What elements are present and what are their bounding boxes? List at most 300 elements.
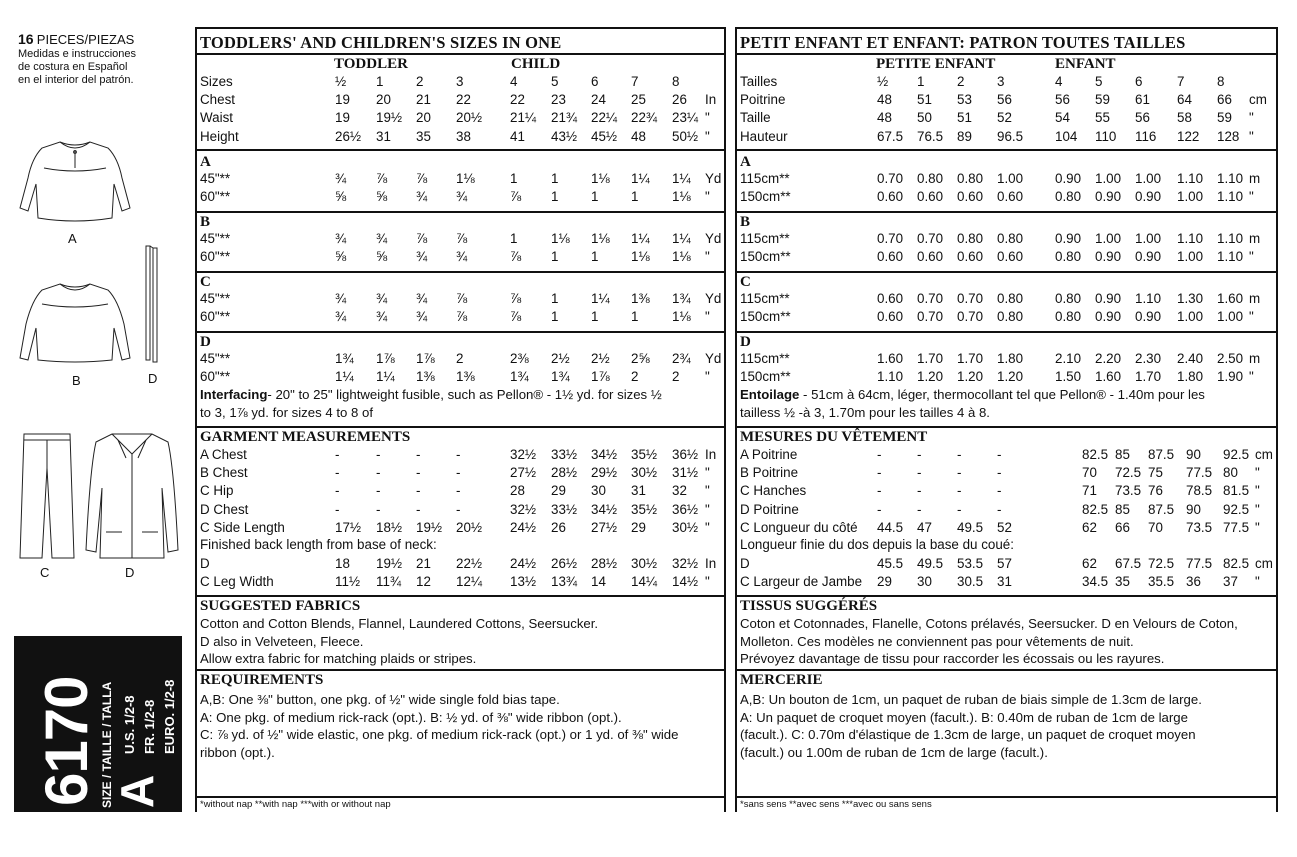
fr-yardage-cell: m bbox=[1249, 171, 1261, 186]
fr-garment-cell: - bbox=[917, 483, 922, 499]
fr-garment-row-label: C Longueur du côté bbox=[740, 519, 858, 535]
en-garment-cell: " bbox=[705, 501, 710, 517]
sketch-label-d: D bbox=[125, 565, 135, 580]
fr-yardage-cell: 1.30 bbox=[1177, 291, 1204, 306]
en-view-a: A bbox=[200, 154, 211, 170]
fr-body-row-label: Tailles bbox=[740, 74, 778, 89]
fr-interfacing bbox=[740, 386, 1272, 421]
en-group-child: CHILD bbox=[511, 56, 561, 72]
en-garment-cell: 35½ bbox=[631, 501, 658, 517]
fr-yardage-cell: 1.70 bbox=[957, 351, 984, 366]
fr-yardage-cell: 1.10 bbox=[1177, 171, 1204, 186]
fr-yardage-row-label: 150cm** bbox=[740, 249, 791, 265]
en-view-b: B bbox=[200, 214, 211, 230]
en-garment-cell: 32½ bbox=[510, 501, 537, 517]
en-garment-cell: 26 bbox=[551, 519, 566, 535]
en-garment-row-label: B Chest bbox=[200, 465, 248, 481]
en-yardage-cell: 1⅛ bbox=[591, 171, 610, 186]
fr-yardage-cell: 0.60 bbox=[877, 249, 904, 265]
fr-body-cell: 96.5 bbox=[997, 128, 1024, 144]
en-garment2-cell: 22½ bbox=[456, 556, 483, 571]
fr-body-cell: 2 bbox=[957, 74, 965, 89]
en-footnote: *without nap **with nap ***with or without nap bbox=[200, 799, 391, 810]
en-garment-row-label: A Chest bbox=[200, 447, 247, 462]
fr-garment-cell: 44.5 bbox=[877, 519, 904, 535]
fr-yardage-cell: 0.60 bbox=[997, 249, 1024, 265]
en-interfacing-line2: to 3, 1⅞ yd. for sizes 4 to 8 of bbox=[200, 404, 373, 420]
fr-body-cell: 52 bbox=[997, 110, 1012, 126]
en-body-cell: 22¼ bbox=[591, 110, 618, 126]
en-body-cell: 8 bbox=[672, 74, 680, 89]
fr-yardage-cell: 1.00 bbox=[1177, 189, 1204, 205]
fr-body-cell: 48 bbox=[877, 110, 892, 126]
fr-yardage-cell: 0.60 bbox=[917, 249, 944, 265]
fr-garment-cell: 77.5 bbox=[1186, 465, 1213, 481]
en-garment2-cell: 14 bbox=[591, 574, 606, 590]
fr-garment-cell: - bbox=[917, 447, 922, 462]
fr-garment2-cell: 67.5 bbox=[1115, 556, 1142, 571]
fr-yardage-cell: 0.80 bbox=[997, 231, 1024, 246]
en-req-line: A,B: One ⅜" button, one pkg. of ½" wide single fold bias tape. bbox=[200, 692, 560, 707]
en-body-cell: 22 bbox=[510, 92, 525, 108]
en-yardage-cell: 1 bbox=[591, 309, 599, 325]
fr-title: PETIT ENFANT ET ENFANT: PATRON TOUTES TAILLES bbox=[740, 33, 1186, 52]
en-garment-cell: - bbox=[376, 501, 381, 517]
fr-group-enfant: ENFANT bbox=[1055, 56, 1116, 72]
fr-yardage-row-label: 150cm** bbox=[740, 189, 791, 205]
en-garment-cell: 34½ bbox=[591, 447, 618, 462]
en-yardage-cell: 1 bbox=[591, 189, 599, 205]
rule bbox=[737, 211, 1276, 213]
en-body-cell: 6 bbox=[591, 74, 599, 89]
en-yardage-cell: 2½ bbox=[551, 351, 570, 366]
en-yardage-cell: ⅞ bbox=[510, 291, 522, 306]
fr-yardage-cell: 1.00 bbox=[1095, 231, 1122, 246]
en-garment-cell: " bbox=[705, 465, 710, 481]
en-yardage-cell: 1⅛ bbox=[672, 309, 691, 325]
fr-view-c: C bbox=[740, 274, 751, 290]
en-body-row-label: Height bbox=[200, 128, 239, 144]
fr-yardage-cell: 0.80 bbox=[1055, 291, 1082, 306]
fr-body-cell: 50 bbox=[917, 110, 932, 126]
fr-yardage-cell: 0.60 bbox=[917, 189, 944, 205]
fr-yardage-cell: 0.70 bbox=[917, 309, 944, 325]
en-body-cell: 19½ bbox=[376, 110, 403, 126]
fr-yardage-cell: 0.90 bbox=[1135, 309, 1162, 325]
en-body-cell: 26 bbox=[672, 92, 687, 108]
fr-garment2-cell: 29 bbox=[877, 574, 892, 590]
en-garment2-cell: 24½ bbox=[510, 556, 537, 571]
fr-yardage-cell: 0.70 bbox=[877, 231, 904, 246]
en-yardage-cell: 1 bbox=[510, 171, 518, 186]
en-yardage-cell: 1¼ bbox=[672, 231, 691, 246]
en-garment-cell: - bbox=[376, 465, 381, 481]
en-yardage-cell: " bbox=[705, 249, 710, 265]
en-yardage-cell: ⅞ bbox=[456, 291, 468, 306]
en-body-cell: 23 bbox=[551, 92, 566, 108]
sketch-view-b bbox=[18, 280, 133, 365]
fr-garment2-cell: " bbox=[1255, 574, 1260, 590]
fr-yardage-cell: 0.90 bbox=[1055, 231, 1082, 246]
en-yardage-cell: 1 bbox=[591, 249, 599, 265]
en-yardage-cell: ¾ bbox=[416, 309, 428, 325]
fr-yardage-cell: 0.70 bbox=[957, 309, 984, 325]
fr-garment-cell: - bbox=[997, 465, 1002, 481]
en-yardage-cell: 1 bbox=[631, 309, 639, 325]
en-body-cell: 3 bbox=[456, 74, 464, 89]
en-yardage-cell: ⅞ bbox=[510, 309, 522, 325]
fr-garment-cell: 76 bbox=[1148, 483, 1163, 499]
en-body-row-label: Chest bbox=[200, 92, 235, 108]
fr-interfacing-line2: tailless ½ -à 3, 1.70m pour les tailles 4 à 8. bbox=[740, 404, 990, 420]
en-garment-cell: 28½ bbox=[551, 465, 578, 481]
en-interfacing-label: Interfacing bbox=[200, 387, 268, 402]
en-body-cell: 1 bbox=[376, 74, 384, 89]
en-yardage-cell: ⅝ bbox=[335, 189, 347, 205]
en-body-row-label: Sizes bbox=[200, 74, 233, 89]
en-yardage-cell: 1⅞ bbox=[416, 351, 435, 366]
en-yardage-cell: ¾ bbox=[376, 291, 388, 306]
en-garment2-cell: 13½ bbox=[510, 574, 537, 590]
en-garment2-cell: 11½ bbox=[335, 574, 361, 590]
en-body-cell: 50½ bbox=[672, 128, 699, 144]
en-yardage-cell: 1 bbox=[551, 291, 559, 306]
fr-yardage-cell: 1.60 bbox=[1217, 291, 1244, 306]
rule bbox=[197, 271, 724, 273]
fr-footnote: *sans sens **avec sens ***avec ou sans sens bbox=[740, 799, 932, 810]
sketch-label-c: C bbox=[40, 565, 50, 580]
fr-body-cell: 48 bbox=[877, 92, 892, 108]
en-yardage-row-label: 45"** bbox=[200, 171, 231, 186]
en-garment-cell: 32 bbox=[672, 483, 687, 499]
fr-body-cell: 54 bbox=[1055, 110, 1070, 126]
en-yardage-cell: 1 bbox=[551, 171, 559, 186]
en-yardage-cell: ¾ bbox=[456, 249, 468, 265]
fr-body-cell: 76.5 bbox=[917, 128, 944, 144]
en-garment-cell: - bbox=[335, 465, 340, 481]
fr-body-cell: 51 bbox=[957, 110, 972, 126]
fr-view-b: B bbox=[740, 214, 751, 230]
fr-garment2-cell: 36 bbox=[1186, 574, 1201, 590]
en-yardage-cell: 2⅝ bbox=[631, 351, 650, 366]
fr-body-cell: 1 bbox=[917, 74, 925, 89]
fr-yardage-cell: 0.90 bbox=[1135, 249, 1162, 265]
fr-garment2-cell: 35.5 bbox=[1148, 574, 1175, 590]
fr-garment-cell: - bbox=[877, 501, 882, 517]
en-body-cell: 4 bbox=[510, 74, 518, 89]
fr-garment-row-label: B Poitrine bbox=[740, 465, 799, 481]
fr-yardage-cell: 0.90 bbox=[1055, 171, 1082, 186]
en-garment-cell: 29½ bbox=[591, 465, 618, 481]
en-group-toddler: TODDLER bbox=[334, 56, 408, 72]
fr-yardage-cell: 0.70 bbox=[917, 291, 944, 306]
en-back-length-note: Finished back length from base of neck: bbox=[200, 537, 437, 552]
en-body-cell: " bbox=[705, 110, 710, 126]
fr-garment-cell: 82.5 bbox=[1082, 447, 1109, 462]
fr-yardage-row-label: 115cm** bbox=[740, 351, 790, 366]
en-garment2-cell: 12 bbox=[416, 574, 431, 590]
fr-garment2-cell: 30.5 bbox=[957, 574, 984, 590]
spanish-note-2: de costura en Español bbox=[18, 61, 128, 73]
en-garment-cell: - bbox=[416, 447, 421, 462]
fr-yardage-cell: 0.90 bbox=[1135, 189, 1162, 205]
fr-yardage-row-label: 150cm** bbox=[740, 309, 791, 325]
fr-fabrics-line: Coton et Cotonnades, Flanelle, Cotons prélavés, Seersucker. D en Velours de Coton, bbox=[740, 616, 1238, 631]
fr-garment-cell: - bbox=[957, 501, 962, 517]
fr-garment-cell: - bbox=[877, 465, 882, 481]
en-yardage-cell: 1⅜ bbox=[456, 369, 475, 385]
sketch-view-d bbox=[82, 428, 182, 563]
fr-garment-cell: 49.5 bbox=[957, 519, 984, 535]
en-garment-cell: 29 bbox=[551, 483, 566, 499]
fr-body-cell: 51 bbox=[917, 92, 932, 108]
en-body-cell: 45½ bbox=[591, 128, 618, 144]
en-yardage-cell: " bbox=[705, 189, 710, 205]
fr-yardage-cell: 1.00 bbox=[1095, 171, 1122, 186]
fr-garment2-row-label: D bbox=[740, 556, 750, 571]
en-garment-cell: - bbox=[376, 447, 381, 462]
en-yardage-cell: 1⅞ bbox=[376, 351, 395, 366]
en-yardage-cell: 1¾ bbox=[510, 369, 529, 385]
en-body-cell: 2 bbox=[416, 74, 424, 89]
fr-yardage-cell: m bbox=[1249, 231, 1261, 246]
en-view-d: D bbox=[200, 334, 211, 350]
fr-yardage-cell: m bbox=[1249, 291, 1261, 306]
en-yardage-cell: 1¼ bbox=[672, 171, 691, 186]
fr-garment2-cell: 31 bbox=[997, 574, 1012, 590]
fr-body-row-label: Hauteur bbox=[740, 128, 788, 144]
en-yardage-cell: 1 bbox=[551, 309, 559, 325]
fr-yardage-cell: m bbox=[1249, 351, 1261, 366]
en-req-line: C: ⅞ yd. of ½" wide elastic, one pkg. of medium rick-rack (opt.) or 1 yd. of ⅜" wide bbox=[200, 727, 679, 742]
en-req-line: ribbon (opt.). bbox=[200, 744, 275, 760]
en-fabrics-line: Allow extra fabric for matching plaids or stripes. bbox=[200, 651, 477, 666]
fr-garment2-cell: 49.5 bbox=[917, 556, 944, 571]
rule bbox=[737, 331, 1276, 333]
fr-garment2-cell: 82.5 bbox=[1223, 556, 1250, 571]
fr-yardage-cell: 1.70 bbox=[917, 351, 944, 366]
en-garment-cell: - bbox=[335, 501, 340, 517]
en-garment-cell: 35½ bbox=[631, 447, 658, 462]
en-yardage-cell: 1⅛ bbox=[551, 231, 570, 246]
fr-yardage-row-label: 150cm** bbox=[740, 369, 791, 385]
fr-yardage-cell: 0.90 bbox=[1095, 291, 1122, 306]
en-garment2-cell: 13¾ bbox=[551, 574, 578, 590]
en-body-cell: 35 bbox=[416, 128, 431, 144]
fr-yardage-cell: " bbox=[1249, 369, 1254, 385]
fr-garment-cell: - bbox=[917, 501, 922, 517]
fr-yardage-cell: 0.80 bbox=[1055, 309, 1082, 325]
fr-body-cell: 56 bbox=[1135, 110, 1150, 126]
en-garment2-cell: 14¼ bbox=[631, 574, 658, 590]
fr-yardage-cell: 1.50 bbox=[1055, 369, 1082, 385]
fr-body-cell: ½ bbox=[877, 74, 889, 89]
en-body-cell: 22 bbox=[456, 92, 471, 108]
spanish-note-3: en el interior del patrón. bbox=[18, 74, 134, 86]
fr-back-length-note: Longueur finie du dos depuis la base du coué: bbox=[740, 537, 1014, 552]
en-yardage-cell: ¾ bbox=[376, 231, 388, 246]
fr-yardage-cell: 1.10 bbox=[1217, 231, 1244, 246]
fr-body-cell: 7 bbox=[1177, 74, 1185, 89]
fr-yardage-cell: 0.60 bbox=[957, 249, 984, 265]
fr-body-cell: 116 bbox=[1135, 128, 1157, 144]
fr-yardage-cell: " bbox=[1249, 189, 1254, 205]
sketch-label-b: B bbox=[72, 373, 81, 388]
fr-garment-cell: - bbox=[957, 483, 962, 499]
fr-yardage-cell: 0.80 bbox=[997, 309, 1024, 325]
en-garment-cell: - bbox=[335, 447, 340, 462]
fr-body-cell: 8 bbox=[1217, 74, 1225, 89]
en-body-cell: In bbox=[705, 92, 717, 108]
sketch-ties-d bbox=[140, 244, 165, 364]
en-garment2-cell: 21 bbox=[416, 556, 431, 571]
fr-garment-cell: - bbox=[877, 483, 882, 499]
fr-body-cell: 104 bbox=[1055, 128, 1078, 144]
en-requirements-text bbox=[200, 691, 722, 761]
fr-garment-title: MESURES DU VÊTEMENT bbox=[740, 429, 928, 445]
en-body-row-label: Waist bbox=[200, 110, 233, 126]
en-garment-cell: " bbox=[705, 519, 710, 535]
fr-yardage-cell: 0.60 bbox=[877, 189, 904, 205]
en-yardage-cell: Yd bbox=[705, 231, 722, 246]
fr-yardage-cell: 0.90 bbox=[1095, 249, 1122, 265]
en-yardage-cell: 1⅛ bbox=[631, 249, 650, 265]
fr-garment-cell: 87.5 bbox=[1148, 447, 1175, 462]
en-garment2-cell: In bbox=[705, 556, 717, 571]
en-yardage-row-label: 60"** bbox=[200, 369, 231, 385]
en-body-cell: 31 bbox=[376, 128, 391, 144]
fr-body-cell: 56 bbox=[997, 92, 1012, 108]
en-body-cell: ½ bbox=[335, 74, 347, 89]
en-yardage-cell: 1 bbox=[631, 189, 639, 205]
en-yardage-cell: 2⅜ bbox=[510, 351, 529, 366]
en-body-cell: " bbox=[705, 128, 710, 144]
en-yardage-cell: 1⅞ bbox=[591, 369, 610, 385]
pattern-number: 6170 bbox=[33, 676, 100, 806]
en-fabrics-text bbox=[200, 615, 598, 668]
en-yardage-cell: ¾ bbox=[335, 309, 347, 325]
en-body-cell: 21 bbox=[416, 92, 431, 108]
fr-body-cell: 122 bbox=[1177, 128, 1200, 144]
sketch-view-c bbox=[18, 428, 76, 563]
en-body-cell: 41 bbox=[510, 128, 525, 144]
rule bbox=[737, 271, 1276, 273]
fr-yardage-cell: 1.10 bbox=[1177, 231, 1204, 246]
en-garment-cell: - bbox=[456, 501, 461, 517]
en-garment2-cell: 32½ bbox=[672, 556, 699, 571]
fr-body-cell: 128 bbox=[1217, 128, 1240, 144]
french-panel bbox=[735, 27, 1278, 812]
en-garment-cell: 24½ bbox=[510, 519, 537, 535]
fr-body-cell: 56 bbox=[1055, 92, 1070, 108]
fr-garment2-cell: 45.5 bbox=[877, 556, 904, 571]
en-yardage-cell: ¾ bbox=[376, 309, 388, 325]
fr-body-cell: 66 bbox=[1217, 92, 1232, 108]
fr-req-line: A,B: Un bouton de 1cm, un paquet de ruban de biais simple de 1.3cm de large. bbox=[740, 692, 1202, 707]
en-yardage-cell: 1⅛ bbox=[672, 249, 691, 265]
fr-body-cell: 89 bbox=[957, 128, 972, 144]
pieces-label: PIECES/PIEZAS bbox=[36, 32, 135, 47]
fr-yardage-cell: 2.10 bbox=[1055, 351, 1082, 366]
fr-garment-cell: - bbox=[997, 483, 1002, 499]
fr-garment-cell: " bbox=[1255, 483, 1260, 499]
fr-garment-cell: 70 bbox=[1082, 465, 1097, 481]
en-fabrics-line: D also in Velveteen, Fleece. bbox=[200, 633, 364, 649]
en-yardage-cell: 1¼ bbox=[335, 369, 354, 385]
fr-yardage-cell: 1.00 bbox=[1135, 171, 1162, 186]
fr-garment-cell: 52 bbox=[997, 519, 1012, 535]
en-body-cell: 19 bbox=[335, 92, 350, 108]
en-yardage-cell: 1⅜ bbox=[416, 369, 435, 385]
fr-yardage-cell: 2.30 bbox=[1135, 351, 1162, 366]
en-yardage-row-label: 60"** bbox=[200, 309, 231, 325]
fr-fabrics-line: Molleton. Ces modèles ne conviennent pas pour vêtements de nuit. bbox=[740, 633, 1134, 649]
fr-garment-cell: - bbox=[877, 447, 882, 462]
fr-yardage-cell: 0.80 bbox=[997, 291, 1024, 306]
fr-requirements-text bbox=[740, 691, 1272, 761]
en-garment-cell: 33½ bbox=[551, 447, 578, 462]
fr-garment2-row-label: C Largeur de Jambe bbox=[740, 574, 863, 590]
en-garment-cell: 36½ bbox=[672, 447, 699, 462]
fr-yardage-cell: 1.20 bbox=[997, 369, 1024, 385]
fr-garment-cell: 77.5 bbox=[1223, 519, 1250, 535]
en-garment-cell: 30 bbox=[591, 483, 606, 499]
fr-body-cell: 3 bbox=[997, 74, 1005, 89]
fr-garment-row-label: C Hanches bbox=[740, 483, 807, 499]
en-garment-cell: - bbox=[456, 483, 461, 499]
fr-yardage-row-label: 115cm** bbox=[740, 171, 790, 186]
fr-fabrics-text bbox=[740, 615, 1238, 668]
en-yardage-cell: 1¼ bbox=[631, 171, 650, 186]
fr-req-line: A: Un paquet de croquet moyen (facult.). B: 0.40m de ruban de 1cm de large bbox=[740, 709, 1188, 725]
en-req-line: A: One pkg. of medium rick-rack (opt.). B: ½ yd. of ⅜" wide ribbon (opt.). bbox=[200, 709, 622, 725]
en-garment-cell: - bbox=[335, 483, 340, 499]
fr-body-cell: 59 bbox=[1095, 92, 1110, 108]
fr-body-cell: " bbox=[1249, 110, 1254, 126]
fr-yardage-cell: 1.90 bbox=[1217, 369, 1244, 385]
en-title: TODDLERS' AND CHILDREN'S SIZES IN ONE bbox=[200, 33, 562, 52]
fr-body-cell: 110 bbox=[1095, 128, 1117, 144]
fr-garment-cell: 47 bbox=[917, 519, 932, 535]
size-label: SIZE / TAILLE / TALLA bbox=[100, 681, 114, 808]
fr-garment-cell: " bbox=[1255, 465, 1260, 481]
fr-garment-cell: 85 bbox=[1115, 501, 1130, 517]
en-garment-cell: " bbox=[705, 483, 710, 499]
pieces-info bbox=[18, 33, 188, 87]
fr-garment2-cell: 37 bbox=[1223, 574, 1238, 590]
en-garment-cell: 27½ bbox=[510, 465, 537, 481]
fr-yardage-cell: 0.80 bbox=[917, 171, 944, 186]
rule bbox=[197, 211, 724, 213]
en-garment-cell: 17½ bbox=[335, 519, 362, 535]
fr-yardage-cell: 0.90 bbox=[1095, 189, 1122, 205]
fr-yardage-cell: 0.60 bbox=[957, 189, 984, 205]
fr-yardage-cell: 2.40 bbox=[1177, 351, 1204, 366]
en-garment-cell: 31½ bbox=[672, 465, 699, 481]
en-yardage-cell: Yd bbox=[705, 291, 722, 306]
fr-yardage-cell: 0.60 bbox=[997, 189, 1024, 205]
fr-yardage-cell: 1.70 bbox=[1135, 369, 1162, 385]
fr-garment-cell: 72.5 bbox=[1115, 465, 1142, 481]
en-yardage-cell: ⅞ bbox=[510, 189, 522, 205]
fr-yardage-cell: 1.10 bbox=[1217, 249, 1244, 265]
en-body-cell: 7 bbox=[631, 74, 639, 89]
en-yardage-cell: 1⅛ bbox=[456, 171, 475, 186]
fr-garment-cell: - bbox=[997, 501, 1002, 517]
en-garment-cell: 19½ bbox=[416, 519, 443, 535]
en-garment-cell: 31 bbox=[631, 483, 646, 499]
en-garment-cell: 27½ bbox=[591, 519, 618, 535]
